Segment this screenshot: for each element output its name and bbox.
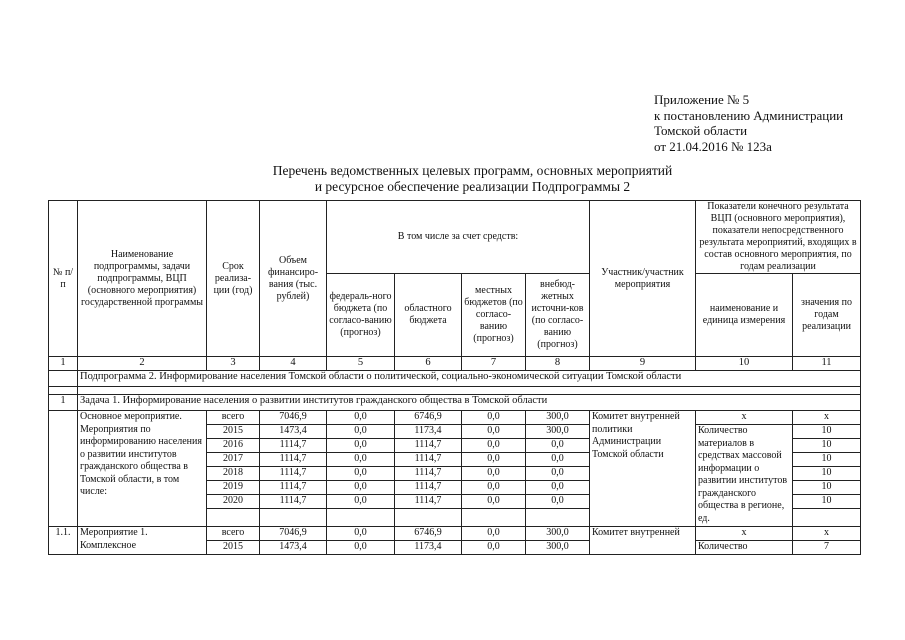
activity-num: 1.1.	[49, 527, 78, 555]
main-activity-name: Основное мероприятие. Мероприятия по информированию населения о развитии институтов гражданского общества в Томской области, в том числе:	[78, 411, 207, 527]
task-num: 1	[49, 395, 78, 411]
col-number: 3	[207, 357, 260, 371]
cell-regional: 1114,7	[395, 481, 462, 495]
cell-regional: 1114,7	[395, 495, 462, 509]
header-participant: Участник/участник мероприятия	[590, 201, 696, 357]
header-sources: В том числе за счет средств:	[327, 201, 590, 274]
col-number: 7	[462, 357, 526, 371]
cell-year: 2015	[207, 425, 260, 439]
title-line: и ресурсное обеспечение реализации Подпрограммы 2	[314, 179, 631, 194]
col-number: 11	[793, 357, 861, 371]
cell-ind-value: 10	[793, 481, 861, 495]
cell-ind-value: 10	[793, 425, 861, 439]
col-number: 2	[78, 357, 207, 371]
cell-extra: 0,0	[526, 495, 590, 509]
cell-federal: 0,0	[327, 481, 395, 495]
cell-volume: 1473,4	[260, 541, 327, 555]
cell-local: 0,0	[462, 453, 526, 467]
col-number: 4	[260, 357, 327, 371]
subprogram-title: Подпрограмма 2. Информирование населения Томской области о политической, социально-экономической ситуации Томской области	[78, 371, 861, 387]
header-ind-name: наименование и единица измерения	[696, 274, 793, 357]
appendix-line: к постановлению Администрации	[654, 107, 844, 123]
cell-extra: 300,0	[526, 425, 590, 439]
cell-extra: 0,0	[526, 467, 590, 481]
cell-regional: 1114,7	[395, 439, 462, 453]
header-local: местных бюджетов (по согласо-ванию (прогноз)	[462, 274, 526, 357]
header-federal: федераль-ного бюджета (по согласо-ванию (прогноз)	[327, 274, 395, 357]
cell-regional: 1114,7	[395, 453, 462, 467]
title-line: Перечень ведомственных целевых программ, основных мероприятий	[272, 163, 673, 178]
cell-regional: 6746,9	[395, 411, 462, 425]
cell-federal: 0,0	[327, 495, 395, 509]
cell-volume: 1114,7	[260, 439, 327, 453]
task-title: Задача 1. Информирование населения о развитии институтов гражданского общества в Томской области	[78, 395, 861, 411]
cell-volume: 1473,4	[260, 425, 327, 439]
cell-extra: 300,0	[526, 411, 590, 425]
col-number: 6	[395, 357, 462, 371]
appendix-header	[654, 92, 843, 154]
col-number: 5	[327, 357, 395, 371]
cell-ind-value: 10	[793, 495, 861, 509]
cell-ind-name: х	[696, 527, 793, 541]
task-row	[49, 395, 861, 411]
cell-regional: 1173,4	[395, 541, 462, 555]
cell-extra: 300,0	[526, 541, 590, 555]
activity-participant: Комитет внутренней	[590, 527, 696, 555]
cell-volume: 1114,7	[260, 495, 327, 509]
cell-federal: 0,0	[327, 411, 395, 425]
cell-year: 2015	[207, 541, 260, 555]
col-number: 10	[696, 357, 793, 371]
cell-local: 0,0	[462, 425, 526, 439]
cell-year: 2018	[207, 467, 260, 481]
cell-ind-name: х	[696, 411, 793, 425]
cell-year: 2016	[207, 439, 260, 453]
table-row	[49, 527, 861, 541]
cell-extra: 0,0	[526, 453, 590, 467]
header-num: № п/п	[49, 201, 78, 357]
cell-year: всего	[207, 527, 260, 541]
cell-regional: 1114,7	[395, 467, 462, 481]
cell-local: 0,0	[462, 527, 526, 541]
cell-federal: 0,0	[327, 453, 395, 467]
cell-year: 2019	[207, 481, 260, 495]
cell-ind-name: Количество	[696, 541, 793, 555]
cell-volume: 7046,9	[260, 411, 327, 425]
cell-federal: 0,0	[327, 541, 395, 555]
main-activity-indicator: Количество материалов в средствах массовой информации о развитии институтов гражданского общества в регионе, ед.	[696, 425, 793, 527]
header-regional: областного бюджета	[395, 274, 462, 357]
cell-federal: 0,0	[327, 527, 395, 541]
cell-federal: 0,0	[327, 467, 395, 481]
header-volume: Объем финансиро-вания (тыс. рублей)	[260, 201, 327, 357]
cell-local: 0,0	[462, 439, 526, 453]
cell-year: всего	[207, 411, 260, 425]
appendix-line: Томской области	[654, 123, 748, 138]
cell-regional: 6746,9	[395, 527, 462, 541]
column-numbers-row	[49, 357, 861, 371]
col-number: 8	[526, 357, 590, 371]
cell-volume: 7046,9	[260, 527, 327, 541]
cell-volume: 1114,7	[260, 453, 327, 467]
cell-ind-value: 10	[793, 467, 861, 481]
header-period: Срок реализа-ции (год)	[207, 201, 260, 357]
main-activity-participant: Комитет внутренней политики Администрации Томской области	[590, 411, 696, 527]
header-extra: внебюд-жетных источни-ков (по согласо-ванию (прогноз)	[526, 274, 590, 357]
header-ind-value: значения по годам реализации	[793, 274, 861, 357]
cell-ind-value: 10	[793, 439, 861, 453]
cell-local: 0,0	[462, 495, 526, 509]
cell-ind-value: х	[793, 411, 861, 425]
cell-ind-value: 10	[793, 453, 861, 467]
cell-year: 2017	[207, 453, 260, 467]
activity-name: Мероприятие 1. Комплексное	[78, 527, 207, 555]
cell-federal: 0,0	[327, 425, 395, 439]
appendix-line: от 21.04.2016 № 123а	[654, 138, 772, 154]
appendix-line: Приложение № 5	[654, 92, 750, 107]
cell-ind-value: 7	[793, 541, 861, 555]
cell-extra: 300,0	[526, 527, 590, 541]
col-number: 1	[49, 357, 78, 371]
program-table	[48, 200, 861, 555]
table-row	[49, 411, 861, 425]
cell-extra: 0,0	[526, 439, 590, 453]
subprogram-row	[49, 371, 861, 387]
header-indicators: Показатели конечного результата ВЦП (основного мероприятия), показатели непосредственного результата мероприятий, входящих в состав основного мероприятия, по годам реализации	[696, 201, 861, 274]
cell-volume: 1114,7	[260, 481, 327, 495]
cell-year: 2020	[207, 495, 260, 509]
cell-extra: 0,0	[526, 481, 590, 495]
cell-local: 0,0	[462, 467, 526, 481]
cell-volume: 1114,7	[260, 467, 327, 481]
cell-federal: 0,0	[327, 439, 395, 453]
document-title	[0, 163, 905, 195]
header-name: Наименование подпрограммы, задачи подпрограммы, ВЦП (основного мероприятия) государственной программы	[78, 201, 207, 357]
cell-regional: 1173,4	[395, 425, 462, 439]
cell-ind-value: х	[793, 527, 861, 541]
cell-local: 0,0	[462, 481, 526, 495]
cell-local: 0,0	[462, 411, 526, 425]
cell-local: 0,0	[462, 541, 526, 555]
col-number: 9	[590, 357, 696, 371]
